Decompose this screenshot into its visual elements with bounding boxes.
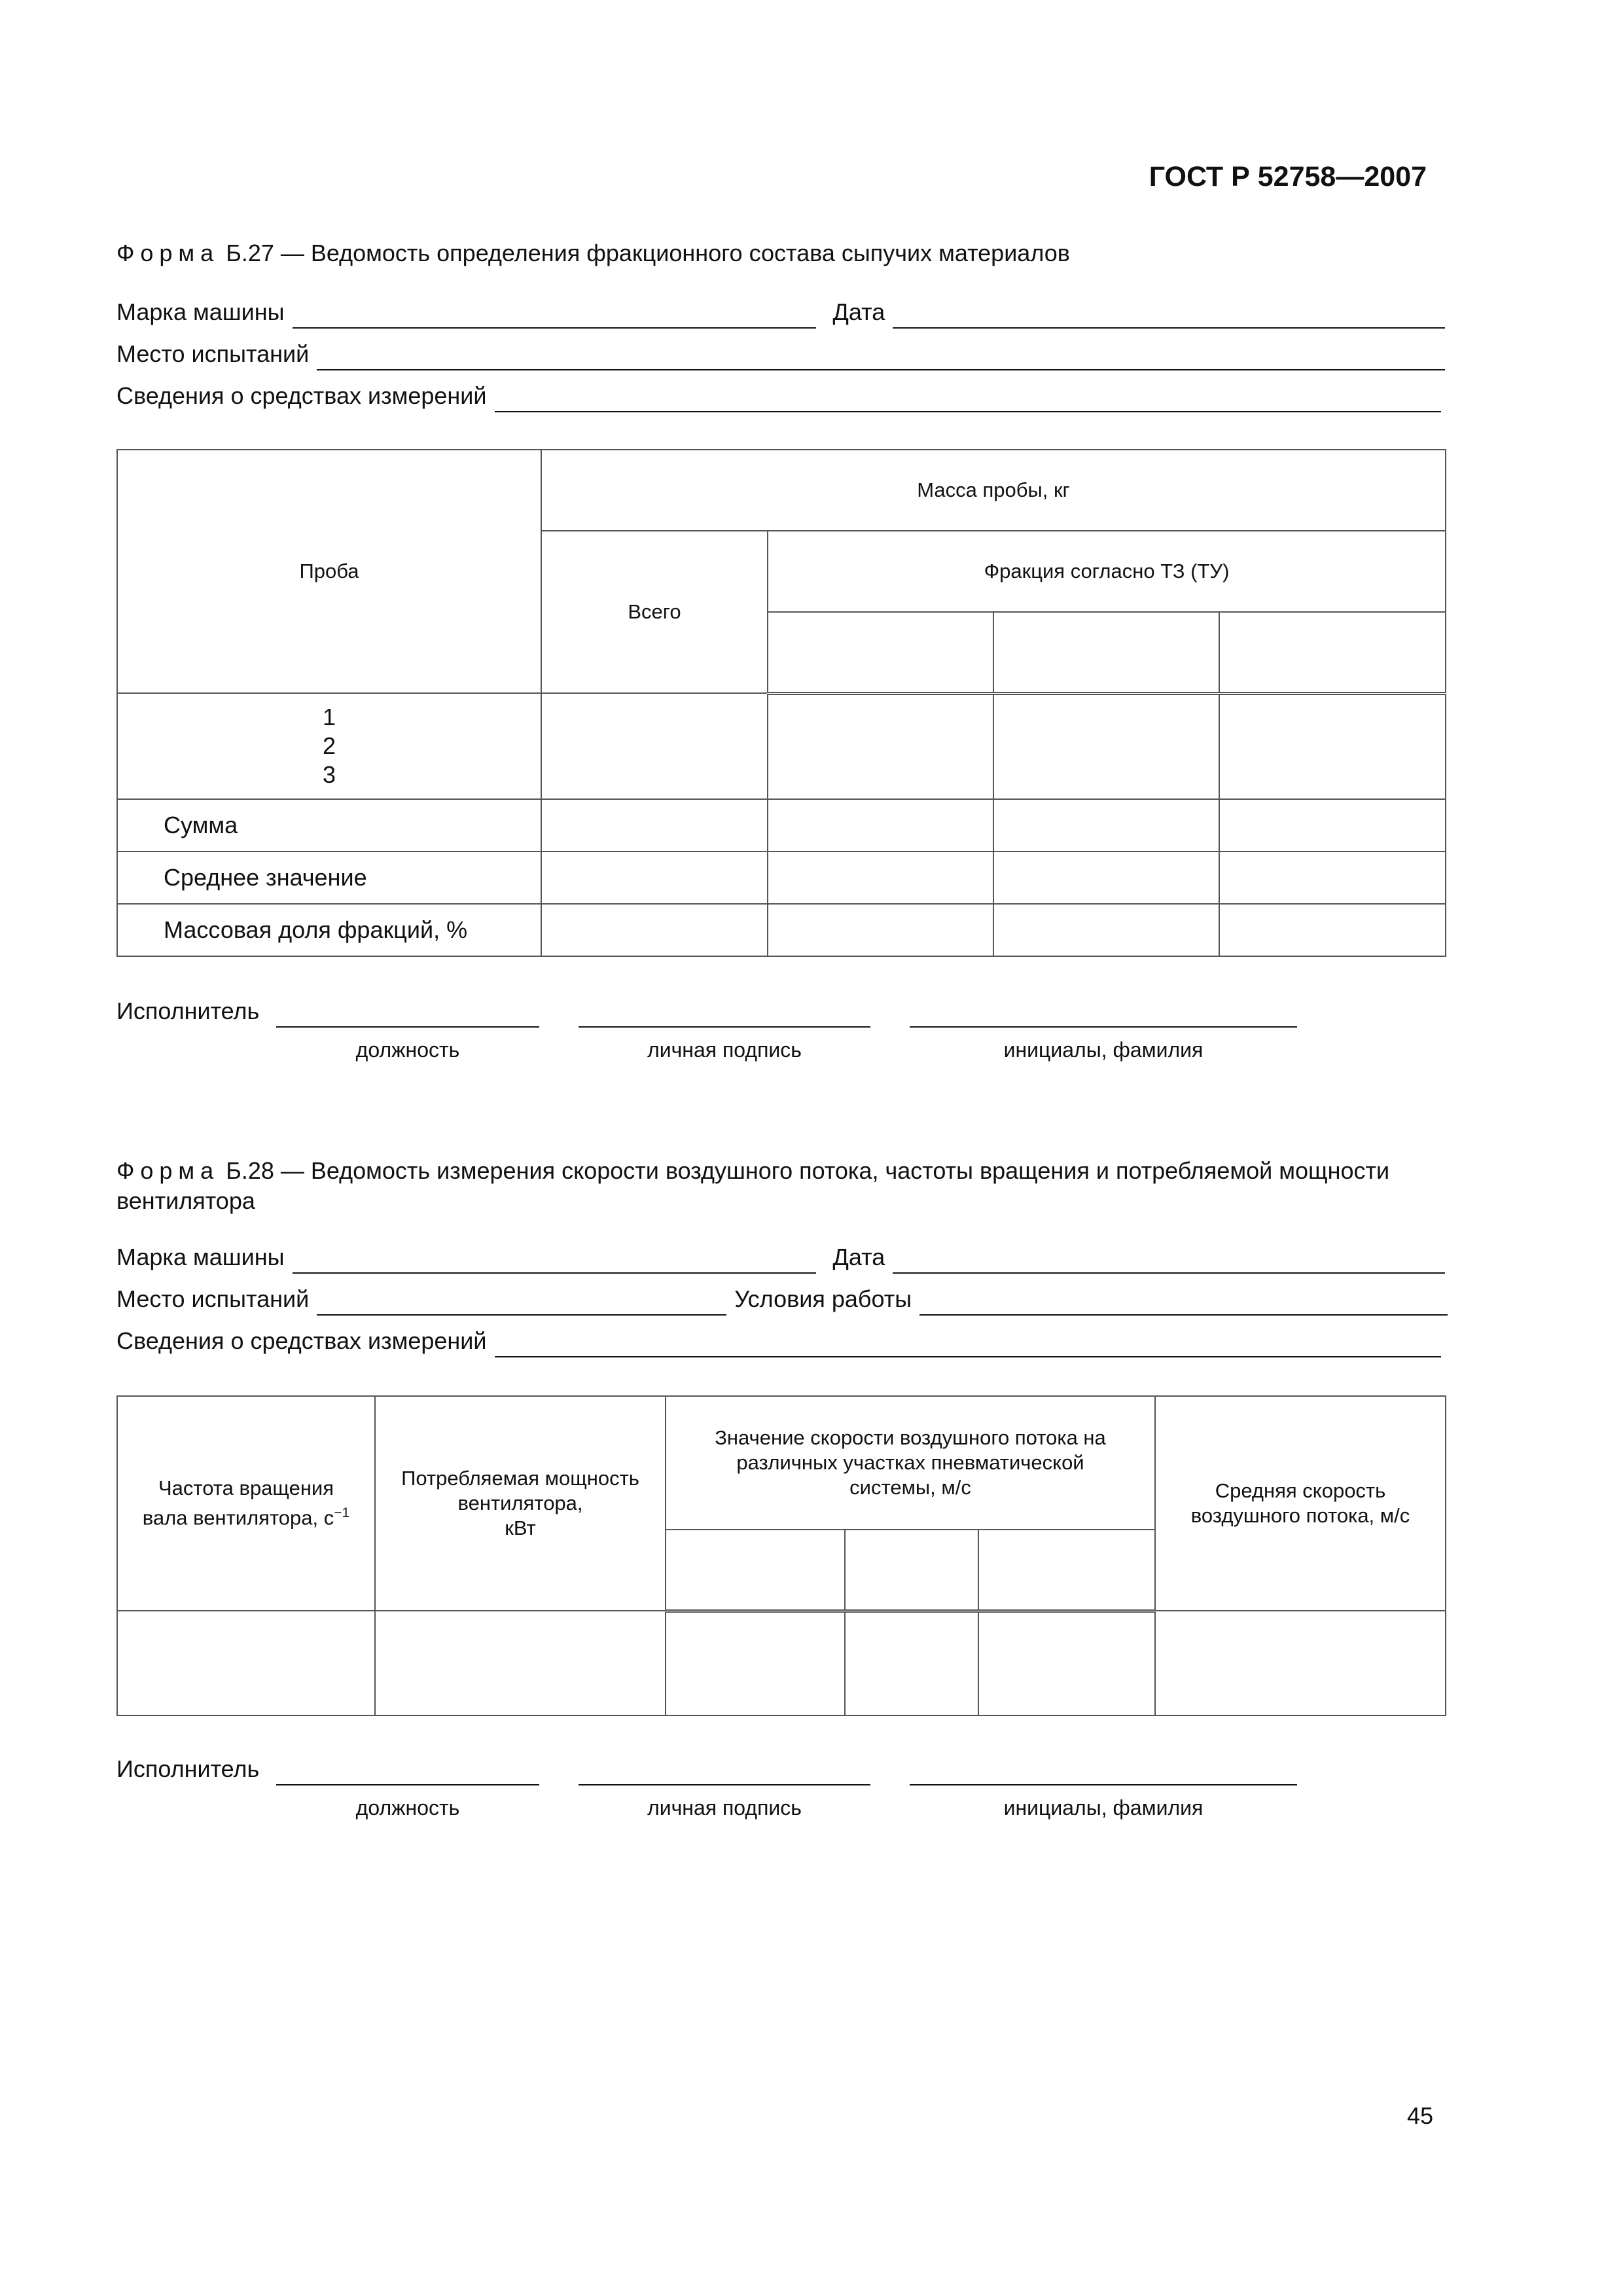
b27-data-cell[interactable] xyxy=(541,693,768,799)
b27-col-total: Всего xyxy=(541,531,768,693)
b28-col-speed-line1: Значение скорости воздушного потока на xyxy=(715,1426,1106,1449)
b27-fraction-cell[interactable] xyxy=(1219,612,1446,693)
b28-position-caption: должность xyxy=(355,1796,460,1820)
b27-date-label: Дата xyxy=(832,298,885,325)
b28-col-speed xyxy=(666,1396,1155,1530)
b28-col-avg-line1: Средняя скорость xyxy=(1215,1479,1386,1502)
b28-col-rotation-line1: Частота вращения xyxy=(158,1477,334,1500)
b27-date-field[interactable] xyxy=(893,298,1445,329)
b27-row-sum: Сумма xyxy=(117,799,541,852)
b28-data-cell[interactable] xyxy=(375,1611,666,1715)
b27-fraction-table xyxy=(116,449,1446,957)
b27-signature-field[interactable] xyxy=(579,1026,870,1028)
b27-data-cell[interactable] xyxy=(541,799,768,852)
b28-data-cell[interactable] xyxy=(845,1611,978,1715)
b27-col-mass: Масса пробы, кг xyxy=(541,450,1446,531)
b28-col-power xyxy=(375,1396,666,1611)
b28-col-avg-speed xyxy=(1155,1396,1446,1611)
b28-instruments-field[interactable] xyxy=(495,1327,1441,1357)
b27-fraction-cell[interactable] xyxy=(993,612,1219,693)
b27-data-cell[interactable] xyxy=(993,852,1219,904)
b28-instruments-row xyxy=(116,1326,1441,1357)
b28-initials-caption: инициалы, фамилия xyxy=(1003,1796,1204,1820)
form-b27-title-prefix: Форма xyxy=(116,240,220,266)
page-number: 45 xyxy=(1406,2102,1433,2129)
b28-work-conditions-field[interactable] xyxy=(919,1285,1448,1316)
b28-place-conditions-row xyxy=(116,1284,1448,1316)
b27-fraction-cell[interactable] xyxy=(768,612,993,693)
b28-signature-field[interactable] xyxy=(579,1784,870,1785)
b27-data-cell[interactable] xyxy=(1219,799,1446,852)
b28-machine-brand-field[interactable] xyxy=(293,1244,816,1274)
b27-data-cell[interactable] xyxy=(768,693,993,799)
b27-machine-date-row xyxy=(116,297,1445,329)
b28-col-speed-line3: системы, м/с xyxy=(849,1476,971,1499)
b27-row-mass-share: Массовая доля фракций, % xyxy=(117,904,541,956)
b27-machine-brand-label: Марка машины xyxy=(116,298,285,325)
b27-position-field[interactable] xyxy=(276,1026,539,1028)
b27-position-caption: должность xyxy=(355,1038,460,1062)
b27-signature-block xyxy=(116,997,1360,1063)
b27-sample-numbers xyxy=(117,693,541,799)
b28-initials-field[interactable] xyxy=(910,1784,1297,1785)
b27-test-place-row xyxy=(116,339,1445,370)
b27-initials-caption: инициалы, фамилия xyxy=(1003,1038,1204,1062)
form-b28-title xyxy=(116,1156,1445,1216)
b27-machine-brand-field[interactable] xyxy=(293,298,816,329)
b27-instruments-label: Сведения о средствах измерений xyxy=(116,382,487,409)
b28-date-field[interactable] xyxy=(893,1244,1445,1274)
form-b28-title-text: Б.28 — Ведомость измерения скорости воздушного потока, частоты вращения и потребляемой мощности вентилятора xyxy=(116,1157,1390,1214)
b27-data-cell[interactable] xyxy=(1219,852,1446,904)
b28-col-speed-line2: различных участках пневматической xyxy=(736,1451,1084,1474)
b28-test-place-field[interactable] xyxy=(317,1285,726,1316)
b27-instruments-field[interactable] xyxy=(495,382,1441,412)
b28-speed-cell[interactable] xyxy=(978,1530,1155,1611)
b28-date-label: Дата xyxy=(832,1244,885,1270)
b27-sample-number: 2 xyxy=(322,732,336,759)
b27-data-cell[interactable] xyxy=(993,693,1219,799)
b28-col-rotation-text: вала вентилятора, с xyxy=(142,1506,334,1530)
b28-signature-caption: личная подпись xyxy=(647,1796,802,1820)
b27-sample-number: 3 xyxy=(322,761,336,788)
b28-data-cell[interactable] xyxy=(117,1611,375,1715)
b28-col-rotation xyxy=(117,1396,375,1611)
b28-machine-date-row xyxy=(116,1242,1445,1274)
b28-instruments-label: Сведения о средствах измерений xyxy=(116,1327,487,1354)
b27-sample-number: 1 xyxy=(322,704,336,730)
b28-data-cell[interactable] xyxy=(978,1611,1155,1715)
b27-test-place-label: Место испытаний xyxy=(116,340,310,367)
form-b28-title-prefix: Форма xyxy=(116,1157,220,1184)
b27-data-cell[interactable] xyxy=(768,904,993,956)
b27-data-cell[interactable] xyxy=(541,904,768,956)
b28-data-cell[interactable] xyxy=(666,1611,845,1715)
b28-signature-block xyxy=(116,1755,1360,1821)
b27-col-fraction: Фракция согласно ТЗ (ТУ) xyxy=(768,531,1446,612)
form-b27-title xyxy=(116,238,1445,268)
b27-data-cell[interactable] xyxy=(993,904,1219,956)
b28-executor-label: Исполнитель xyxy=(116,1755,260,1782)
b27-data-cell[interactable] xyxy=(993,799,1219,852)
form-b27-title-text: Б.27 — Ведомость определения фракционного состава сыпучих материалов xyxy=(219,240,1070,266)
b28-data-cell[interactable] xyxy=(1155,1611,1446,1715)
b27-row-mean: Среднее значение xyxy=(117,852,541,904)
b28-test-place-label: Место испытаний xyxy=(116,1285,310,1312)
b27-data-cell[interactable] xyxy=(1219,693,1446,799)
b28-machine-brand-label: Марка машины xyxy=(116,1244,285,1270)
b28-speed-cell[interactable] xyxy=(845,1530,978,1611)
b28-col-power-line1: Потребляемая мощность xyxy=(401,1467,639,1490)
b27-data-cell[interactable] xyxy=(768,799,993,852)
b27-col-sample: Проба xyxy=(117,450,541,693)
b28-work-conditions-label: Условия работы xyxy=(734,1285,912,1312)
b27-initials-field[interactable] xyxy=(910,1026,1297,1028)
b28-col-rotation-line2 xyxy=(118,1501,374,1530)
b28-col-avg-line2: воздушного потока, м/с xyxy=(1190,1504,1410,1527)
b28-col-power-line3: кВт xyxy=(505,1516,536,1539)
b27-instruments-row xyxy=(116,381,1441,412)
b28-position-field[interactable] xyxy=(276,1784,539,1785)
b28-airflow-table xyxy=(116,1395,1446,1716)
standard-code: ГОСТ Р 52758—2007 xyxy=(1149,161,1427,192)
b27-data-cell[interactable] xyxy=(768,852,993,904)
b27-test-place-field[interactable] xyxy=(317,340,1445,370)
b28-col-rotation-sup: −1 xyxy=(334,1505,350,1521)
b27-signature-caption: личная подпись xyxy=(647,1038,802,1062)
b28-col-power-line2: вентилятора, xyxy=(457,1492,583,1515)
b27-data-cell[interactable] xyxy=(541,852,768,904)
b28-speed-cell[interactable] xyxy=(666,1530,845,1611)
b27-data-cell[interactable] xyxy=(1219,904,1446,956)
b27-executor-label: Исполнитель xyxy=(116,997,260,1024)
